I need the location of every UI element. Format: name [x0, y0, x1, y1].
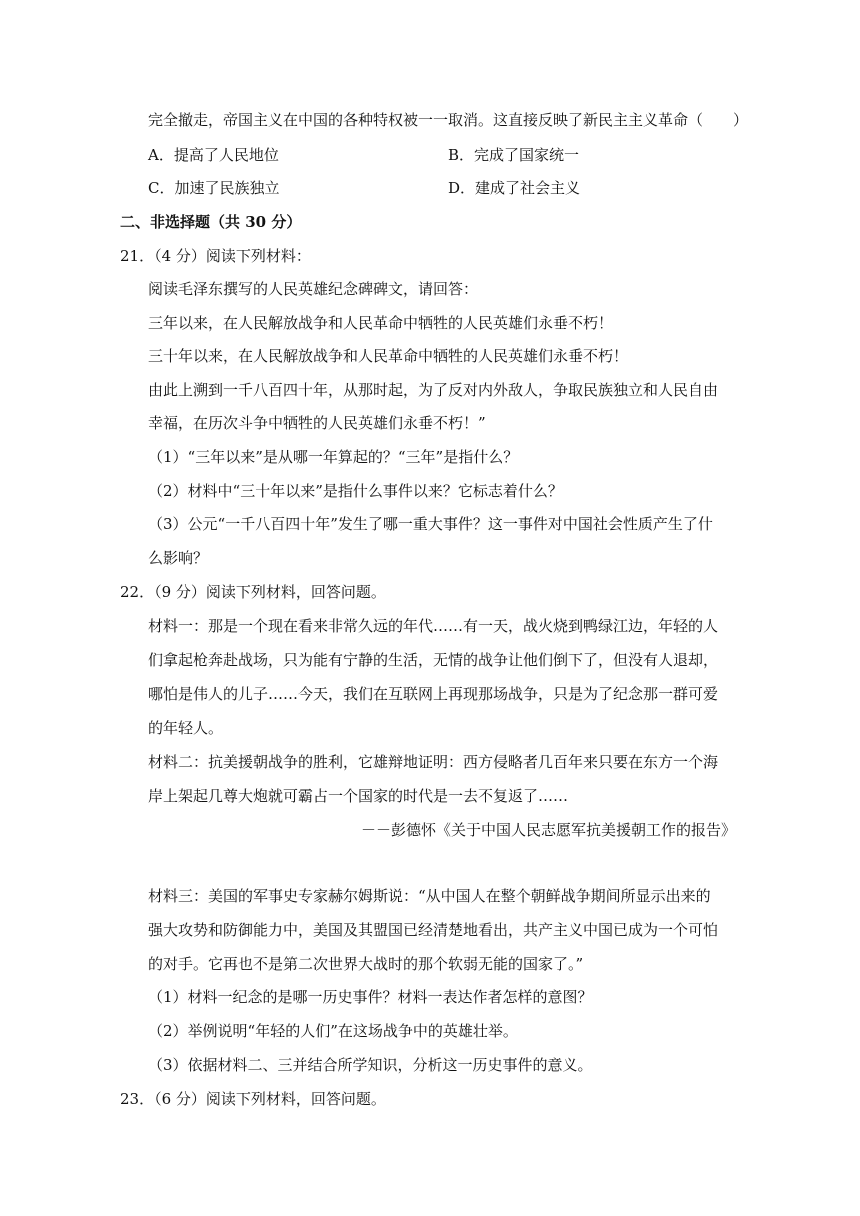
q21-material-line: 由此上溯到一千八百四十年，从那时起，为了反对内外敌人，争取民族独立和人民自由 [148, 381, 719, 399]
q21-subquestion-3: （3）公元“一千八百四十年”发生了哪一重大事件？这一事件对中国社会性质产生了什 [148, 515, 713, 533]
q22-subquestion-3: （3）依据材料二、三并结合所学知识，分析这一历史事件的意义。 [148, 1056, 593, 1074]
q22-material-1-line: 哪怕是伟人的儿子……今天，我们在互联网上再现那场战争，只是为了纪念那一群可爱 [148, 685, 719, 703]
q22-header: 22．（9 分）阅读下列材料，回答问题。 [120, 583, 386, 601]
q22-material-1-line: 们拿起枪奔赴战场，只为能有宁静的生活，无情的战争让他们倒下了，但没有人退却， [148, 651, 719, 669]
q20-stem-tail: 完全撤走，帝国主义在中国的各种特权被一一取消。这直接反映了新民主主义革命（ ） [148, 111, 749, 129]
q21-subquestion-2: （2）材料中“三十年以来”是指什么事件以来？它标志着什么？ [148, 482, 563, 500]
q21-material-line: 三十年以来，在人民解放战争和人民革命中牺牲的人民英雄们永垂不朽！ [148, 347, 629, 365]
q21-subquestion-3-cont: 么影响？ [148, 549, 209, 567]
q22-material-3-line: 的对手。它再也不是第二次世界大战时的那个软弱无能的国家了。” [148, 955, 584, 973]
q20-option-d: D．建成了社会主义 [448, 179, 581, 197]
q22-material-1-line: 的年轻人。 [148, 719, 224, 737]
q20-option-b: B．完成了国家统一 [448, 146, 580, 164]
q22-material-2-line: 岸上架起几尊大炮就可霸占一个国家的时代是一去不复返了…… [148, 787, 569, 805]
q22-material-1-line: 材料一：那是一个现在看来非常久远的年代……有一天，战火烧到鸭绿江边，年轻的人 [148, 617, 719, 635]
q22-material-2-source: －－彭德怀《关于中国人民志愿军抗美援朝工作的报告》 [360, 821, 736, 839]
q22-subquestion-2: （2）举例说明“年轻的人们”在这场战争中的英雄壮举。 [148, 1022, 518, 1040]
q21-material-line: 幸福，在历次斗争中牺牲的人民英雄们永垂不朽！” [148, 414, 486, 432]
q22-material-3-line: 强大攻势和防御能力中，美国及其盟国已经清楚地看出，共产主义中国已成为一个可怕 [148, 921, 719, 939]
q21-header: 21．（4 分）阅读下列材料： [120, 247, 311, 265]
q21-material-line: 三年以来，在人民解放战争和人民革命中牺牲的人民英雄们永垂不朽！ [148, 314, 614, 332]
q22-material-3-line: 材料三：美国的军事史专家赫尔姆斯说：“从中国人在整个朝鲜战争期间所显示出来的 [148, 887, 711, 905]
q23-header: 23．（6 分）阅读下列材料，回答问题。 [120, 1090, 386, 1108]
q22-subquestion-1: （1）材料一纪念的是哪一历史事件？材料一表达作者怎样的意图？ [148, 988, 593, 1006]
q21-material-line: 阅读毛泽东撰写的人民英雄纪念碑碑文，请回答： [148, 280, 479, 298]
q20-option-a: A．提高了人民地位 [148, 146, 279, 164]
q22-material-2-line: 材料二：抗美援朝战争的胜利，它雄辩地证明：西方侵略者几百年来只要在东方一个海 [148, 753, 719, 771]
section-heading: 二、非选择题（共 30 分） [120, 213, 302, 231]
q21-subquestion-1: （1）“三年以来”是从哪一年算起的？“三年”是指什么？ [148, 448, 519, 466]
q20-option-c: C．加速了民族独立 [148, 179, 280, 197]
